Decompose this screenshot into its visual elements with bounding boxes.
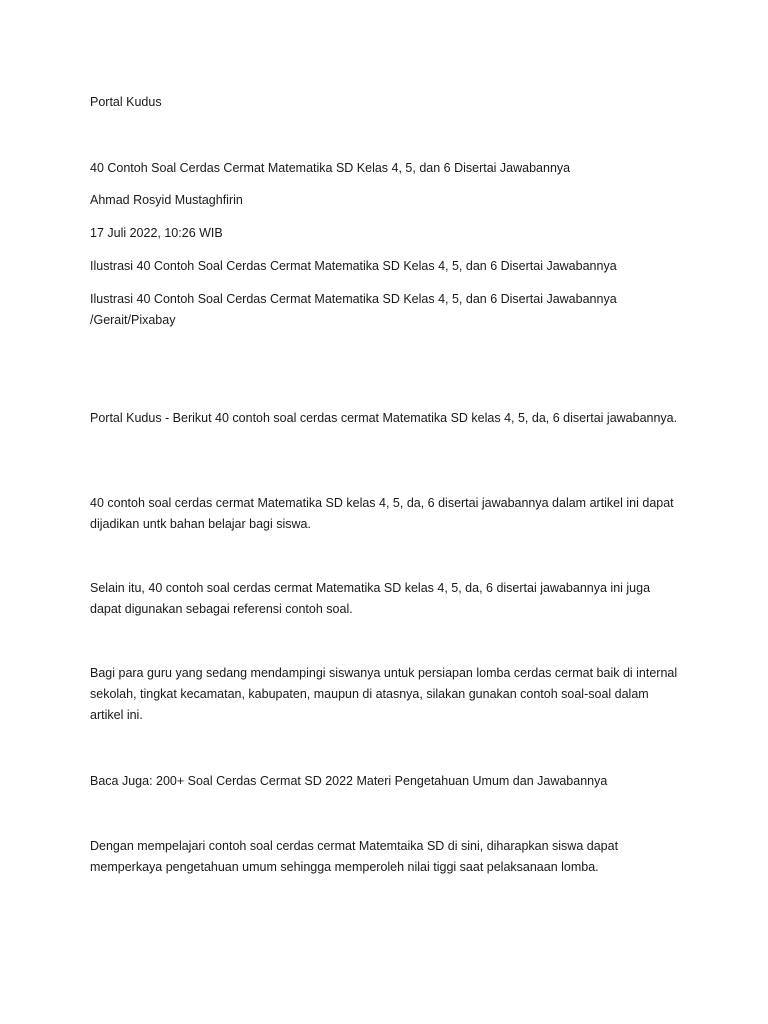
paragraph-teachers: Bagi para guru yang sedang mendampingi siswanya untuk persiapan lomba cerdas cermat baik di internal sekolah, tingkat kecamatan, kabupaten, maupun di atasnya, silakan gunakan contoh soal-soal dalam artikel ini. (90, 666, 678, 722)
read-also-link: Baca Juga: 200+ Soal Cerdas Cermat SD 2022 Materi Pengetahuan Umum dan Jawabannya (90, 774, 608, 788)
illustration-title: Ilustrasi 40 Contoh Soal Cerdas Cermat Matematika SD Kelas 4, 5, dan 6 Disertai Jawabannya (90, 259, 617, 273)
paragraph-intro: Portal Kudus - Berikut 40 contoh soal cerdas cermat Matematika SD kelas 4, 5, da, 6 disertai jawabannya. (90, 411, 678, 425)
publish-date: 17 Juli 2022, 10:26 WIB (90, 226, 223, 240)
author-name: Ahmad Rosyid Mustaghfirin (90, 193, 243, 207)
article-headline: 40 Contoh Soal Cerdas Cermat Matematika SD Kelas 4, 5, dan 6 Disertai Jawabannya (90, 161, 571, 175)
paragraph-reference: Selain itu, 40 contoh soal cerdas cermat Matematika SD kelas 4, 5, da, 6 disertai jawabannya ini juga dapat digunakan sebagai referensi contoh soal. (90, 581, 651, 616)
paragraph-purpose: 40 contoh soal cerdas cermat Matematika SD kelas 4, 5, da, 6 disertai jawabannya dalam artikel ini dapat dijadikan untk bahan belajar bagi siswa. (90, 496, 674, 531)
source-name: Portal Kudus (90, 95, 162, 109)
paragraph-benefit: Dengan mempelajari contoh soal cerdas cermat Matemtaika SD di sini, diharapkan siswa dapat memperkaya pengetahuan umum sehingga memperoleh nilai tiggi saat pelaksanaan lomba. (90, 839, 619, 874)
illustration-caption: Ilustrasi 40 Contoh Soal Cerdas Cermat Matematika SD Kelas 4, 5, dan 6 Disertai Jawabannya /Gerait/Pixabay (90, 292, 617, 327)
